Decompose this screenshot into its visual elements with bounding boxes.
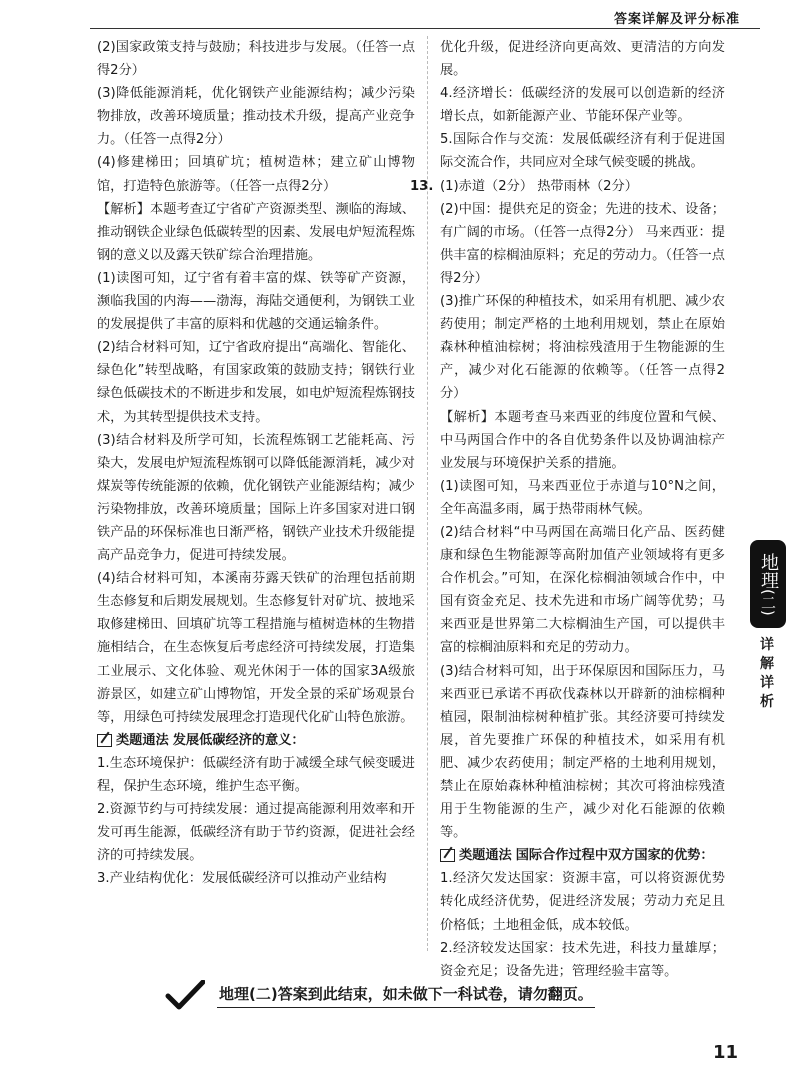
analysis-paragraph: (3)结合材料可知，出于环保原因和国际压力，马来西亚已承诺不再砍伐森林以开辟新的油棕榈种植园，限制油棕树种植扩张。其经济要可持续发展，首先要推广环保的种植技术，如采用有机肥、减少农药使用；制定严格的土地利用规划，禁止在原始森林种植油棕树；其次可将油棕残渣用于生物能源的生产，减少对化石能源的依赖等。 bbox=[440, 663, 725, 841]
answer-paragraph: (4)修建梯田；回填矿坑；植树造林；建立矿山博物馆，打造特色旅游等。（任答一点得2分） bbox=[97, 155, 415, 194]
right-column bbox=[410, 36, 725, 983]
page-number: 11 bbox=[712, 1042, 738, 1063]
check-mark-icon bbox=[165, 980, 205, 1010]
tip-title: 国际合作过程中双方国家的优势： bbox=[515, 848, 714, 864]
question-13 bbox=[410, 175, 725, 198]
answer-paragraph: (2)中国：提供充足的资金；先进的技术、设备；有广阔的市场。（任答一点得2分） 马来西亚：提供丰富的棕榈油原料；充足的劳动力。（任答一点得2分） bbox=[440, 201, 725, 286]
pencil-note-icon bbox=[97, 734, 112, 747]
tip-item: 5.国际合作与交流：发展低碳经济有利于促进国际交流合作，共同应对全球气候变暖的挑战。 bbox=[440, 132, 725, 171]
analysis-paragraph: (2)结合材料可知，辽宁省政府提出“高端化、智能化、绿色化”转型战略，有国家政策的鼓励支持；钢铁行业绿色低碳技术的不断进步和发展，如电炉短流程炼钢技术，为其转型提供技术支持。 bbox=[97, 340, 415, 425]
tip-item: 2.经济较发达国家：技术先进，科技力量雄厚；资金充足；设备先进；管理经验丰富等。 bbox=[440, 940, 725, 979]
analysis-paragraph: 【解析】本题考查马来西亚的纬度位置和气候、中马两国合作中的各自优势条件以及协调油棕产业发展与环境保护关系的措施。 bbox=[440, 409, 725, 471]
tip-title: 发展低碳经济的意义： bbox=[172, 732, 305, 748]
tip-item: 1.经济欠发达国家：资源丰富，可以将资源优势转化成经济优势，促进经济发展；劳动力充足且价格低；土地租金低，成本较低。 bbox=[440, 871, 725, 933]
tip-item: 1.生态环境保护：低碳经济有助于减缓全球气候变暖进程，保护生态环境，维护生态平衡。 bbox=[97, 755, 415, 794]
subject-label: 地理 bbox=[758, 552, 779, 589]
page-header: 答案详解及评分标准 bbox=[613, 12, 740, 27]
tip-label: 类题通法 bbox=[459, 848, 512, 864]
tip-item: 2.资源节约与可持续发展：通过提高能源利用效率和开发可再生能源，低碳经济有助于节约资源，促进社会经济的可持续发展。 bbox=[97, 802, 415, 864]
answer-paragraph: (2)国家政策支持与鼓励；科技进步与发展。（任答一点得2分） bbox=[97, 40, 415, 79]
analysis-paragraph: (4)结合材料可知，本溪南芬露天铁矿的治理包括前期生态修复和后期发展规划。生态修复针对矿坑、披地采取修建梯田、回填矿坑等工程措施与植树造林的生物措施相结合，在生态恢复后考虑经济可持续发展，打造集工业展示、文化体验、观光休闲于一体的国家3A级旅游景区，如建立矿山博物馆，开发全景的采矿场观景台等，用绿色可持续发展理念打造现代化矿山特色旅游。 bbox=[97, 571, 415, 725]
answer-paragraph: (1)赤道（2分） 热带雨林（2分） bbox=[440, 178, 638, 194]
analysis-paragraph: (2)结合材料“中马两国在高端日化产品、医药健康和绿色生物能源等高附加值产业领域将有更多合作机会。”可知，在深化棕榈油领域合作中，中国有资金充足、技术先进和市场广阔等优势；马来西亚是世界第二大棕榈油生产国，可以提供丰富的棕榈油原料和充足的劳动力。 bbox=[440, 524, 725, 656]
header-rule bbox=[90, 28, 760, 29]
subject-tab bbox=[750, 540, 786, 628]
analysis-paragraph: (1)读图可知，辽宁省有着丰富的煤、铁等矿产资源，濒临我国的内海——渤海，海陆交通便利，为钢铁工业的发展提供了丰富的原料和优越的交通运输条件。 bbox=[97, 270, 415, 333]
pencil-note-icon bbox=[440, 849, 455, 862]
method-tip-heading bbox=[97, 729, 415, 752]
column-divider bbox=[427, 36, 428, 951]
analysis-paragraph: (3)结合材料及所学可知，长流程炼钢工艺能耗高、污染大，发展电炉短流程炼钢可以降低能源消耗，减少对煤炭等传统能源的依赖，优化钢铁产业能源结构；减少污染物排放，改善环境质量；国际上许多国家对进口钢铁产品的环保标准也日渐严格，钢铁产业技术升级能提高产品竞争力，促进可持续发展。 bbox=[97, 432, 415, 564]
method-tip-heading bbox=[440, 844, 725, 867]
tip-item: 优化升级，促进经济向更高效、更清洁的方向发展。 bbox=[440, 40, 725, 79]
analysis-paragraph: (1)读图可知，马来西亚位于赤道与10°N之间，全年高温多雨，属于热带雨林气候。 bbox=[440, 478, 725, 517]
question-number: 13. bbox=[410, 178, 434, 194]
tip-item: 4.经济增长：低碳经济的发展可以创造新的经济增长点，如新能源产业、节能环保产业等。 bbox=[440, 86, 725, 125]
tip-label: 类题通法 bbox=[116, 732, 169, 748]
subject-number: (二) bbox=[759, 588, 777, 616]
footer-notice bbox=[165, 980, 595, 1010]
subject-subtitle: 详解详析 bbox=[760, 637, 774, 710]
footer-text: 地理(二)答案到此结束，如未做下一科试卷，请勿翻页。 bbox=[217, 983, 595, 1008]
answer-paragraph: (3)推广环保的种植技术，如采用有机肥、减少农药使用；制定严格的土地利用规划，禁止在原始森林种植油棕树；将油棕残渣用于生物能源的生产，减少对化石能源的依赖等。（任答一点得2分） bbox=[440, 294, 725, 402]
answer-paragraph: (3)降低能源消耗，优化钢铁产业能源结构；减少污染物排放，改善环境质量；推动技术升级，提高产业竞争力。（任答一点得2分） bbox=[97, 86, 415, 148]
tip-item: 3.产业结构优化：发展低碳经济可以推动产业结构 bbox=[97, 871, 387, 887]
left-column bbox=[97, 36, 415, 890]
analysis-paragraph: 【解析】本题考查辽宁省矿产资源类型、濒临的海域、推动钢铁企业绿色低碳转型的因素、发展电炉短流程炼钢的意义以及露天铁矿综合治理措施。 bbox=[97, 201, 415, 263]
